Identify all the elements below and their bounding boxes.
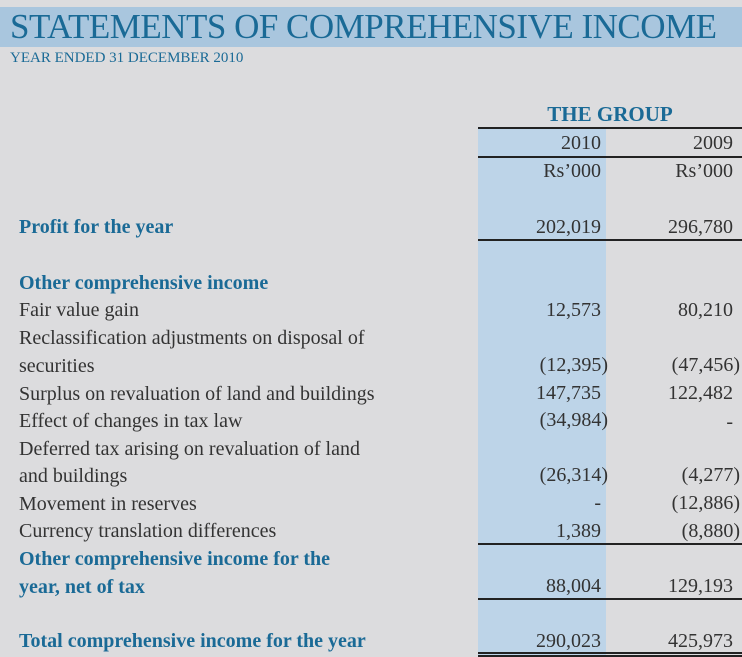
value-2010-deferred-tax: (26,314) xyxy=(539,464,608,486)
group-heading: THE GROUP xyxy=(547,102,673,126)
year-2010-header: 2010 xyxy=(561,132,601,154)
row-label-reclass-line1: Reclassification adjustments on disposal of xyxy=(19,327,365,349)
value-2010-total: 290,023 xyxy=(536,630,601,652)
row-label-reclass-line2: securities xyxy=(19,355,95,377)
row-label-currency: Currency translation differences xyxy=(19,520,277,542)
page-subtitle: YEAR ENDED 31 DECEMBER 2010 xyxy=(10,50,244,66)
unit-2010-header: Rs’000 xyxy=(543,160,601,182)
value-2009-tax-law: - xyxy=(726,411,733,433)
row-label-tax-law: Effect of changes in tax law xyxy=(19,410,243,432)
row-label-fair-value: Fair value gain xyxy=(19,299,139,321)
value-2010-oci-total: 88,004 xyxy=(546,575,601,597)
row-label-surplus: Surplus on revaluation of land and buildings xyxy=(19,383,375,405)
divider xyxy=(478,127,742,129)
value-2009-deferred-tax: (4,277) xyxy=(681,464,740,486)
row-label-oci-total-line2: year, net of tax xyxy=(19,576,145,598)
value-2010-tax-law: (34,984) xyxy=(539,409,608,431)
value-2009-surplus: 122,482 xyxy=(668,382,733,404)
value-2010-reserves: - xyxy=(594,492,601,514)
row-label-profit: Profit for the year xyxy=(19,216,174,238)
unit-2009-header: Rs’000 xyxy=(675,160,733,182)
value-2009-reserves: (12,886) xyxy=(671,492,740,514)
double-underline-top xyxy=(478,652,742,654)
value-2009-reclass: (47,456) xyxy=(671,354,740,376)
value-2009-profit: 296,780 xyxy=(668,216,733,238)
value-2010-reclass: (12,395) xyxy=(539,354,608,376)
value-2010-profit: 202,019 xyxy=(536,216,601,238)
value-2009-oci-total: 129,193 xyxy=(668,575,733,597)
row-label-total: Total comprehensive income for the year xyxy=(19,630,366,652)
value-2009-total: 425,973 xyxy=(668,630,733,652)
divider xyxy=(478,598,742,600)
row-label-deferred-tax-line2: and buildings xyxy=(19,465,128,487)
value-2010-currency: 1,389 xyxy=(556,520,601,542)
year-2009-header: 2009 xyxy=(693,132,733,154)
row-label-oci-total-line1: Other comprehensive income for the xyxy=(19,548,331,570)
value-2009-currency: (8,880) xyxy=(681,520,740,542)
page-title: STATEMENTS OF COMPREHENSIVE INCOME xyxy=(10,7,717,46)
section-heading-oci: Other comprehensive income xyxy=(19,272,269,294)
value-2010-surplus: 147,735 xyxy=(536,382,601,404)
row-label-reserves: Movement in reserves xyxy=(19,493,197,515)
value-2010-fair-value: 12,573 xyxy=(546,299,601,321)
value-2009-fair-value: 80,210 xyxy=(678,299,733,321)
divider xyxy=(478,239,742,241)
row-label-deferred-tax-line1: Deferred tax arising on revaluation of land xyxy=(19,438,360,460)
divider xyxy=(478,543,742,545)
